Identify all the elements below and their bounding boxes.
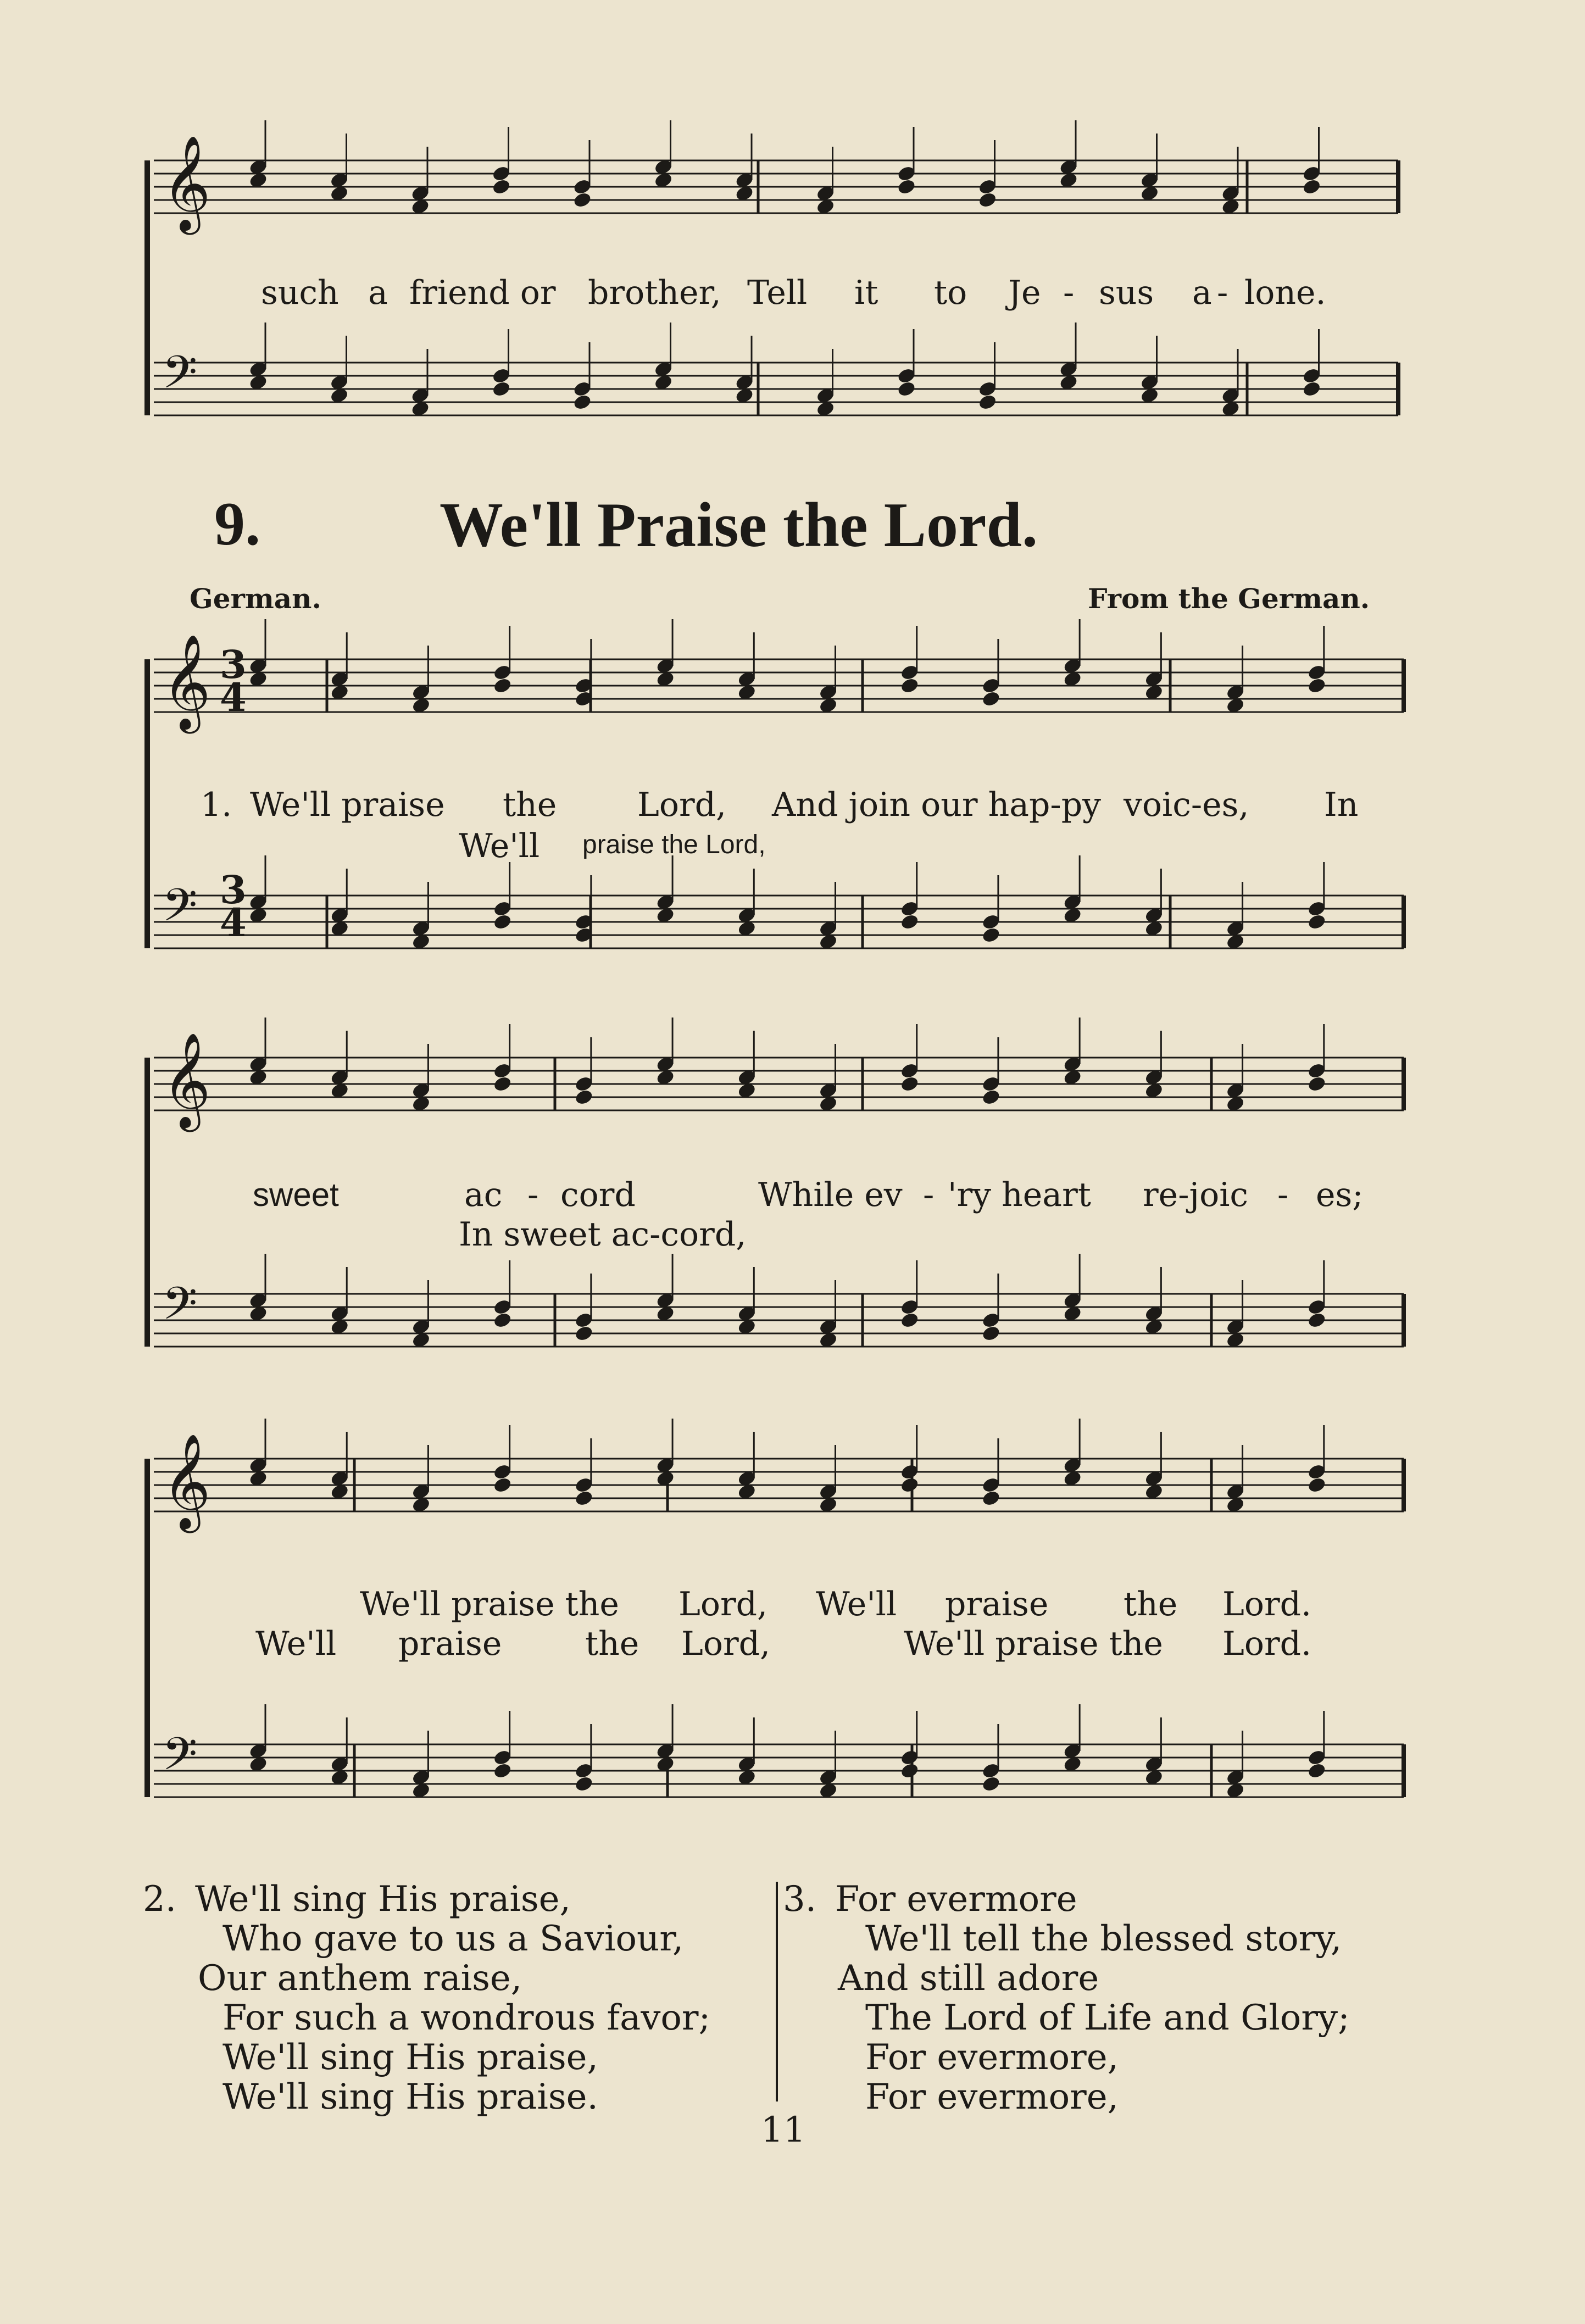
- echo-lyric: In sweet ac-cord,: [459, 1215, 747, 1254]
- note-head: [1307, 1762, 1327, 1780]
- lyric-word: a: [1192, 274, 1212, 312]
- words-credit: From the German.: [1088, 582, 1370, 615]
- verse-line: Our anthem raise,: [198, 1958, 522, 1999]
- verse-line: We'll sing His praise,: [195, 1879, 571, 1920]
- lyric-word: Lord.: [1222, 1585, 1312, 1624]
- treble-clef-icon: 𝄞: [162, 634, 211, 730]
- treble-clef-icon: 𝄞: [162, 1433, 211, 1529]
- time-signature-top: 3: [220, 642, 247, 687]
- lyric-word: And join our hap-py: [772, 786, 1102, 824]
- lyric-word: friend or: [409, 274, 556, 312]
- note-head: [574, 1489, 594, 1508]
- note-head: [899, 677, 919, 695]
- verse-number: 3.: [783, 1879, 817, 1920]
- verse-line: We'll sing His praise,: [223, 2037, 598, 2078]
- verse-divider: [776, 1882, 778, 2101]
- lyric-word: We'll: [816, 1585, 897, 1624]
- verse-number: 2.: [143, 1879, 177, 1920]
- lyric-word: Je: [1008, 274, 1041, 312]
- verse-line: Who gave to us a Saviour,: [223, 1919, 684, 1959]
- lyric-word: such: [261, 274, 339, 312]
- note-head: [981, 926, 1001, 944]
- lyric-word: In: [1324, 786, 1359, 824]
- verse-2: [143, 1879, 742, 2121]
- note-head: [1307, 1311, 1327, 1330]
- lyric-word: Lord,: [679, 1585, 768, 1624]
- verse-line: We'll tell the blessed story,: [865, 1919, 1342, 1959]
- echo-lyric: praise the Lord,: [582, 830, 766, 859]
- lyric-word: 'ry heart: [948, 1176, 1091, 1214]
- lyric-word: We'll praise: [250, 786, 445, 824]
- note-head: [492, 1762, 512, 1780]
- lyric-word: sweet: [253, 1176, 339, 1213]
- hymn-title: We'll Praise the Lord.: [440, 490, 1038, 560]
- lyric-word: voic-es,: [1124, 786, 1249, 824]
- note-head: [1302, 380, 1321, 398]
- lyric-word: it: [854, 274, 878, 312]
- top-system-lyrics: [0, 0, 1585, 330]
- note-head: [492, 677, 512, 695]
- lyric-word: the: [585, 1625, 639, 1663]
- time-signature-treble: [220, 642, 247, 720]
- lyric-word: a: [368, 274, 388, 312]
- verse-line: For such a wondrous favor;: [223, 1998, 711, 2038]
- lyric-word: es;: [1316, 1176, 1364, 1214]
- system3-lyrics: [0, 1585, 1585, 1667]
- lyric-word: the: [503, 786, 557, 824]
- lyric-word: While ev: [758, 1176, 903, 1214]
- system2-lyrics: [0, 1176, 1585, 1258]
- treble-clef-icon: 𝄞: [162, 135, 211, 231]
- lyric-hyphen: -: [1277, 1176, 1289, 1214]
- time-signature-bottom: 4: [220, 900, 247, 946]
- treble-clef-icon: 𝄞: [162, 1032, 211, 1128]
- lyric-word: cord: [560, 1176, 636, 1214]
- note-head: [981, 1088, 1001, 1107]
- note-head: [574, 1325, 594, 1343]
- bass-clef-icon: 𝄢: [162, 346, 198, 410]
- note-head: [492, 1075, 512, 1093]
- page-number: 11: [761, 2110, 806, 2150]
- note-head: [574, 1775, 594, 1793]
- note-head: [899, 1075, 919, 1093]
- verse-number: 1.: [201, 786, 232, 824]
- lyric-word: Tell: [747, 274, 808, 312]
- verse-line: For evermore,: [865, 2037, 1119, 2078]
- note-head: [899, 1311, 919, 1330]
- note-head: [574, 1088, 594, 1107]
- lyric-hyphen: -: [923, 1176, 935, 1214]
- note-head: [1307, 677, 1327, 695]
- note-head: [977, 393, 997, 412]
- time-signature-bottom: 4: [220, 675, 247, 720]
- lyric-word: brother,: [588, 274, 721, 312]
- note-head: [1307, 1476, 1327, 1494]
- verse-line: The Lord of Life and Glory;: [865, 1998, 1350, 2038]
- note-head: [1307, 1075, 1327, 1093]
- lyric-word: praise: [945, 1585, 1049, 1624]
- lyric-word: sus: [1099, 274, 1154, 312]
- lyric-hyphen: -: [527, 1176, 539, 1214]
- note-head: [899, 913, 919, 931]
- lyric-word: Lord.: [1222, 1625, 1312, 1663]
- note-head: [1307, 913, 1327, 931]
- lyric-word: the: [1124, 1585, 1178, 1624]
- lyric-word: lone.: [1244, 274, 1326, 312]
- lyric-hyphen: -: [1217, 274, 1228, 312]
- lyric-word: ac: [464, 1176, 503, 1214]
- note-head: [572, 393, 592, 412]
- note-head: [981, 1775, 1001, 1793]
- lyric-word: praise: [398, 1625, 502, 1663]
- note-head: [492, 1476, 512, 1494]
- lyric-word: re-joic: [1143, 1176, 1248, 1214]
- note-head: [491, 380, 511, 398]
- lyric-word: Lord,: [637, 786, 727, 824]
- verse-3: [783, 1879, 1420, 2121]
- lyric-hyphen: -: [1063, 274, 1075, 312]
- hymn-number: 9.: [214, 490, 260, 558]
- system1-lyrics: [0, 786, 1585, 879]
- note-head: [899, 1476, 919, 1494]
- lyric-word: We'll: [255, 1625, 337, 1663]
- bass-clef-icon: 𝄢: [162, 1277, 198, 1341]
- time-signature-bass: [220, 867, 247, 946]
- note-head: [897, 380, 916, 398]
- music-credit: German.: [190, 582, 321, 615]
- verse-line: For evermore,: [865, 2077, 1119, 2117]
- bass-clef-icon: 𝄢: [162, 879, 198, 943]
- lyric-word: We'll praise the: [904, 1625, 1163, 1663]
- time-signature-top: 3: [220, 867, 247, 913]
- lyric-word: Lord,: [681, 1625, 771, 1663]
- note-head: [981, 690, 1001, 708]
- note-head: [981, 1489, 1001, 1508]
- echo-lyric: We'll: [459, 827, 540, 865]
- verse-line: For evermore: [835, 1879, 1077, 1920]
- note-head: [899, 1762, 919, 1780]
- note-head: [492, 1311, 512, 1330]
- verse-line: We'll sing His praise.: [223, 2077, 598, 2117]
- lyric-word: to: [934, 274, 967, 312]
- note-head: [981, 1325, 1001, 1343]
- note-head: [492, 913, 512, 931]
- bass-clef-icon: 𝄢: [162, 1727, 198, 1792]
- verse-line: And still adore: [838, 1958, 1099, 1999]
- lyric-word: We'll praise the: [360, 1585, 619, 1624]
